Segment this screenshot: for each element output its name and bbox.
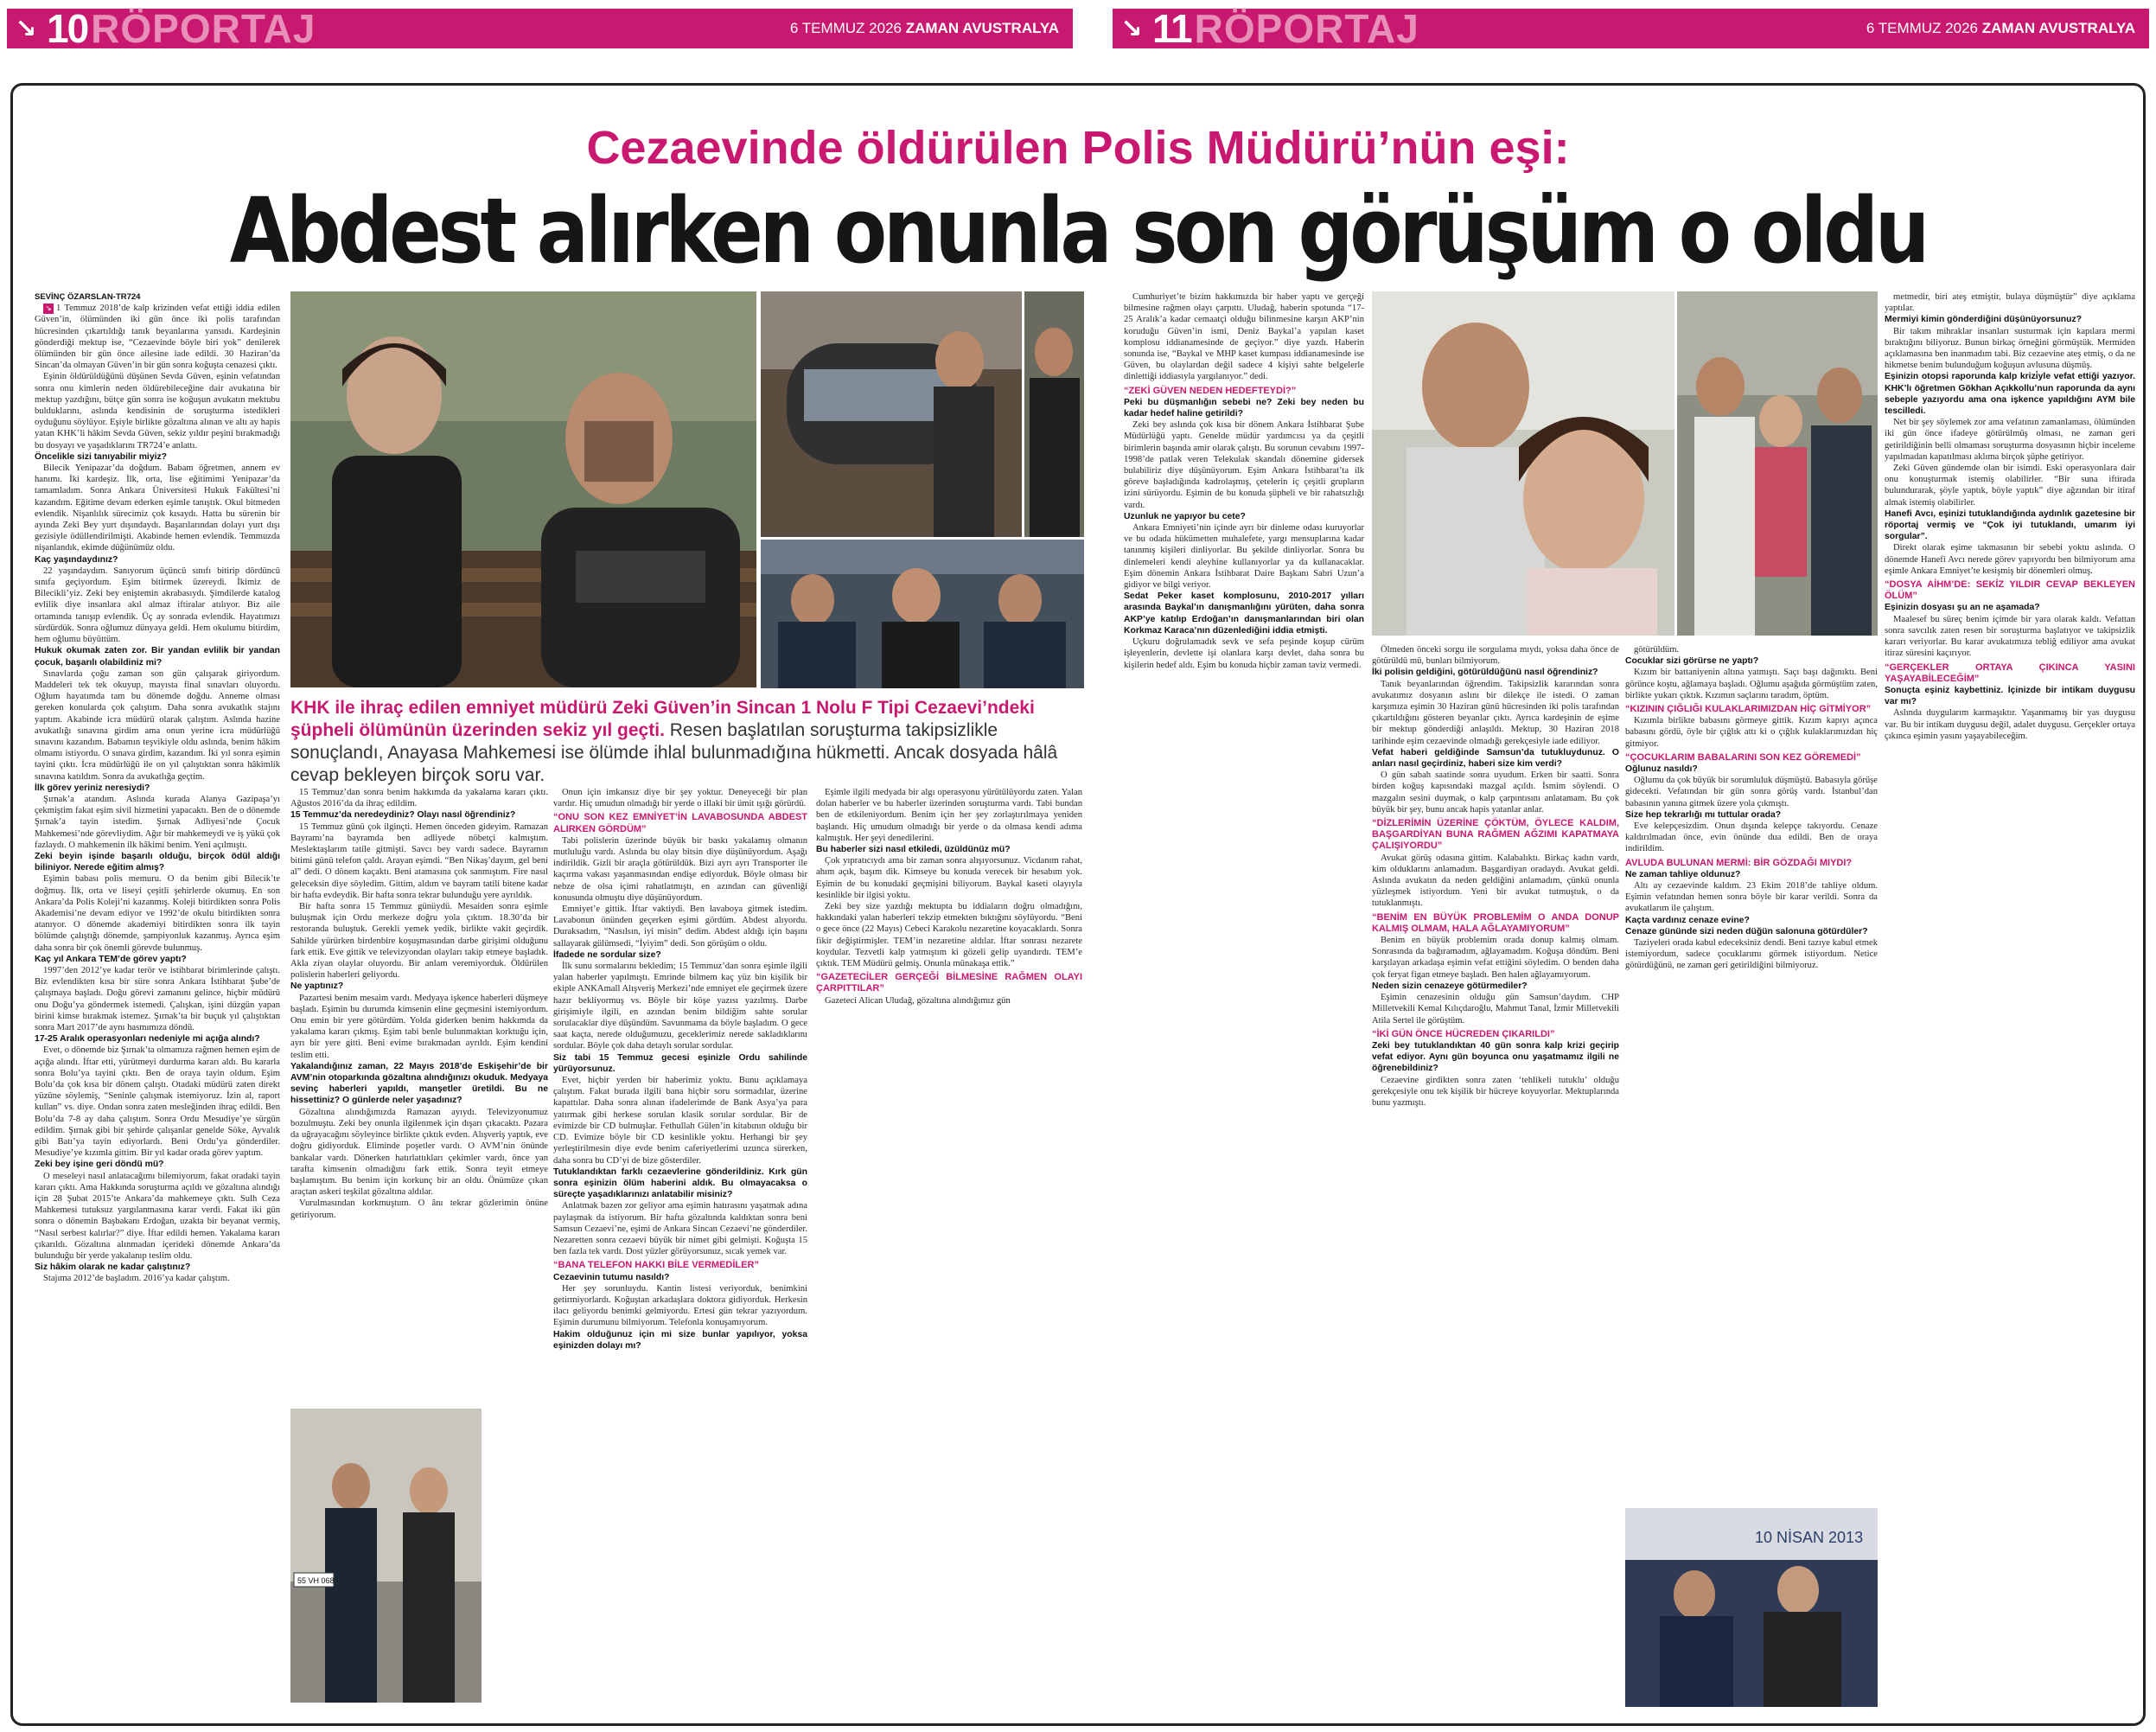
col3-q1: İfadede ne sordular size?	[553, 949, 661, 960]
column-1	[35, 291, 280, 1710]
col7-p7: Taziyeleri orada kabul edeceksiniz dendi. Beni tazıye kabul etmek istemiyordum, sadece çocuklarımı görmek istiyordum. Netice götürdüğünü, ne zaman geri getirildiğini bilmiyoruz.	[1625, 938, 1878, 971]
column-7	[1625, 644, 1878, 1500]
col2-p6: Vurulmasından korkmuştum. O ânı tekrar gözlerimin önüne getiriyorum.	[290, 1198, 548, 1220]
photo-family-group	[1677, 291, 1878, 636]
col3-p5: Evet, hiçbir yerden bir haberimiz yoktu. Bunu açıklamaya çalıştım. Fakat burada ilgili bana hiçbir soru sormadılar, üzerine kapattılar. Daha sonra alınan ifadelerimde de Bank Asya’ya para yatırmak gibi herkese sorulan klasik sorular sordular. Bir de evimizde bir CD bulmuşlar. Fethullah Gülen’in kitabının olduğu bir CD. Evimize böyle bir CD kesinlikle yoktu. Herhangi bir şey yerleştirilmesin diye evde benim caferiyetlerimi uzunca sürerken, daha sonra bu CD’yi de bize gösterdiler.	[553, 1076, 807, 1166]
column-4	[816, 787, 1082, 1707]
col1-q7: 17-25 Aralık operasyonları nedeniyle mi açığa alındı?	[35, 1034, 260, 1045]
right-page-number: 11	[1152, 6, 1191, 51]
article-headline: Abdest alırken onunla son görüşüm o oldu	[229, 178, 1927, 284]
col6-p6: Eşimin cenazesinin olduğu gün Samsun’daydım. CHP Milletvekili Kemal Kılıçdaroğlu, Mahmut Tanal, İzmir Milletvekili Atila Sertel ile görüştüm.	[1372, 993, 1619, 1026]
col2-p5: Gözaltına alındığımızda Ramazan ayıydı. Televizyonumuz bozulmuştu. Zeki bey onunla ilgilenmek için dışarı çıkacaktı. Pazara da uğrayacağını söyleyince birlikte çıktık evden. Alışveriş yaptık, eve doğru gidiyorduk. Eliminde poşetler vardı. O AVM’nin önünde bankalar vardı. Dönerken hatırlattıkları çekimler vardı, önce yan tarafta kimsenin olmadığını fark ettik. Sonra teyit etmeye başlamıştım. Bu benim için korkunç bir an oldu. Önümüze çıkan araçtan askeri teşkilat gözaltına aldılar.	[290, 1107, 548, 1198]
car-plate-text: 55 VH 068	[297, 1576, 335, 1585]
left-page-header-band	[7, 6, 1073, 51]
byline: SEVİNÇ ÖZARSLAN-TR724	[35, 292, 141, 302]
col5-q3: Sedat Peker kaset komplosunu, 2010-2017 yılları arasında Baykal’ın danışmanlığını yürüten, daha sonra AKP’ye katılıp Erdoğan’ın danışmanlarından biri olan Korkmaz Karaca’nın düzenlediğini iddia etmişti.	[1124, 591, 1364, 636]
col8-p2: Bir takım mihraklar insanları susturmak için kapılara mermi bıraktığını biliyoruz. Bunun birkaç örneğini görmüştük. Mermiden açıklamasına ben inanmadım tabi. Biz cezaevine ateş etmiş, o da ne hikmetse benim bulunduğum koğuşun avlusuna düşmüş.	[1885, 326, 2135, 371]
page-header	[0, 0, 2156, 59]
col8-p3: Net bir şey söylemek zor ama vefatının zamanlaması, ölümünden iki gün önce ifadeye götürülmüş olması, ne zaman geri getirildiğinin belli olmaması soruşturma dosyasının hiçbir inceleme yapılmadan kapatılması aklıma birçok şüphe getiriyor.	[1885, 418, 2135, 462]
col3-subhead-2: “BANA TELEFON HAKKI BİLE VERMEDİLER”	[553, 1260, 759, 1271]
col6-p1: Ölmeden önceki sorgu ile sorgulama mıydı, yoksa daha önce de götürüldü mü, bunları bilmiyorum.	[1372, 645, 1619, 667]
col8-q5: Sonuçta eşiniz kaybettiniz. İçinizde bir intikam duygusu var mı?	[1885, 685, 2135, 707]
col1-q8: Zeki bey işine geri döndü mü?	[35, 1160, 164, 1170]
photo-father-and-daughter	[1372, 291, 1674, 636]
col2-p2: 15 Temmuz günü çok ilginçti. Hemen önceden gideyim. Ramazan Bayramı’na bayramda ben adliyede nöbetçi kalmıştım. Meslektaşlarım tatile gitmişti. Savcı bey vardı sadece. Bayramın bitimi günü telefon çaldı. Arayan eşimdi. “Ben Nikaş’dayım, gel beni al” dedi. O dönem kaçaktı. Beni atamasına çok sanmıştım. Fire nasıl geleceksin diye söyledim. Gittim, aldım ve bayram tatili bitene kadar bir hafta evdeydik. Bir hafta sonra tekrar bulunduğu yere ayrıldık.	[290, 821, 548, 900]
article-kicker: Cezaevinde öldürülen Polis Müdürü’nün eşi:	[586, 122, 1570, 174]
col4-p1: Eşimle ilgili medyada bir algı operasyonu yürütülüyordu zaten. Yalan dolan haberler ve bu haberler üzerinden soruşturma vardı. Tabi bundan ben de etkileniyordum. Benim için her şey zorlaştırılmaya yeniden başlandı. Hiç umudum olmadığı bir yerde o da olmasa kendi adıma kalmıştık. Her şeyi denedilerini.	[816, 788, 1082, 843]
col1-p11: Stajıma 2012’de başladım. 2016’ya kadar çalıştım.	[43, 1274, 230, 1284]
caption-body: Resen başlatılan soruşturma takipsizlikle sonuçlandı, Anayasa Mahkemesi ise ölümde ihlal bulunmadığına hükmetti. Ancak dosyada hâlâ cevap bekleyen birçok soru var.	[290, 720, 1058, 785]
col1-p8: 1997’den 2012’ye kadar terör ve istihbarat birimlerinde çalıştı. Biz evlendikten kısa bir süre sonra Ankara İstihbarat Şube’de çalışmaya başladı. Doğu görevi zamanını gelince, hiçbir müdürü onu Doğu’ya göndermek istemedi. Çalışkan, işini düzgün yapan birini kimse bırakmak istemez. Şırnak’ta bir buçuk yıl çalıştıktan sonra Mart 2017’de aynı hasmımıza döndü.	[35, 965, 280, 1032]
col7-subhead-3: AVLUDA BULUNAN MERMİ: BİR GÖZDAĞI MIYDI?	[1625, 857, 1853, 868]
col8-subhead-1: “DOSYA AİHM’DE: SEKİZ YILDIR CEVAP BEKLEYEN ÖLÜM”	[1885, 579, 2135, 602]
col4-p2: Çok yıpratıcıydı ama bir zaman sonra alışıyorsunuz. Vicdanım rahat, ahım açık, başım dik. Kimseye bu konuda verecek bir hesabım yok. Eşimin de bu konudaki geçmişini biliyorum. Baykal kaseti olayıyla kesinlikle bir ilgisi yoktu.	[816, 856, 1082, 900]
col7-q2: Oğlunuz nasıldı?	[1625, 764, 1698, 775]
col7-p6: Altı ay cezaevinde kaldım. 23 Ekim 2018’de tahliye oldum. Eşimin vefatından hemen sonra böyle bir karar verildi. Sonra da avukatlarım ile çalıştım.	[1625, 881, 1878, 914]
left-date-line	[790, 20, 1059, 37]
col3-p3: Emniyet’e gittik. İftar vaktiydi. Ben lavaboya gitmek istedim. Lavabonun önünden geçerken eşimi gördüm. Abdest alıyordu. Duraksadım, “Nasılsın, iyi misin” dedim. Abdest aldığı için başını sallayarak gülümsedi, “İyiyim” dedi. Son görüşüm o oldu.	[553, 904, 807, 949]
col1-q6: Kaç yıl Ankara TEM’de görev yaptı?	[35, 954, 187, 964]
photo-police-walking	[290, 1409, 482, 1703]
col5-q2: Uzunluk ne yapıyor bu cete?	[1124, 511, 1246, 521]
col1-p2: Eşinin öldürüldüğünü düşünen Sevda Güven, eşinin vefatından sonra onu kimlerin neden öldürebileceğine dair avukatına bir mektup yazdığını, bütçe gün sonra ise koğuşun avukatın mektubu bulduklarını, aslında kendisinin de soruşturma istedikleri oyduğunu söylüyor. Eşiyle birlikte gözaltına alınan ve altı ay hapis yatan KHK’li hâkim Sevda Güven, sekiz yıldır peşini bırakmadığı bu dosyayı ve yaşadıklarını TR724’e anlattı.	[35, 372, 280, 451]
col6-q4: Zeki bey tutuklandıktan 40 gün sonra kalp krizi geçirip vefat ediyor. Aynı gün boyunca onu yaşatmamız ilgili ne öğrenebildiniz?	[1372, 1040, 1619, 1074]
col2-q1: 15 Temmuz’da neredeydiniz? Olayı nasıl öğrendiniz?	[290, 810, 516, 821]
col7-p3: Kızımla birlikte babasını görmeye gittik. Kızım kapıyı açınca babasını gördü, öyle bir çığlık attı ki o çığlık kulaklarımızdan hiç gitmiyor.	[1625, 716, 1878, 749]
col8-p4: Zeki Güven gündemde olan bir isimdi. Eski operasyonlara dair onu konuşturmak istemiş olabilirler. “Bir suna iftirada bulundurarak, şöyle yaptık, böyle yaptık” diye ağzından bir itiraf almak istemiş olabilirler.	[1885, 463, 2135, 508]
arrow-down-right-icon: ↘	[43, 304, 54, 314]
col5-p3: Ankara Emniyeti’nin içinde ayrı bir dinleme odası kuruyorlar ve bu odada hükümetten muhalefete, yargı mensuplarına kadar tanınmış kişileri dinliyorlar. Bu şekilde dinliyorlar. Sonra bu dinlemeleri kendi aleyhine kullanıyorlar ya da kullanacaklar. Eşim dönemin Ankara İstihbarat Daire Başkanı Sabri Uzun’a gidiyor ve bilgi veriyor.	[1124, 523, 1364, 591]
col1-p1	[35, 303, 280, 371]
col8-q1: Mermiyi kimin gönderdiğini düşünüyorsunuz?	[1885, 315, 2083, 325]
left-section-label: RÖPORTAJ	[91, 6, 316, 51]
col5-subhead-1: “ZEKİ GÜVEN NEDEN HEDEFTEYDİ?”	[1124, 385, 1297, 396]
col3-p6: Anlatmak bazen zor geliyor ama eşimin hatırasını yaşatmak adına paylaşmak da istiyorum. Bir hafta gözaltında kaldıktan sonra beni Samsun Cezaevi’ne, eşimi de Ankara Sincan Cezaevi’ne gönderdiler. Nezaretten sonra cezaevi büyük bir nimet gibi gelmişti. Koğuşta 15 ben fazla tek vardı. Dost yüzler görüyorsunuz, sıcak yemek var.	[553, 1201, 807, 1257]
column-6	[1372, 644, 1619, 1707]
photo-man-in-black-tshirt	[1024, 291, 1084, 537]
col8-q4: Eşinizin dosyası şu an ne aşamada?	[1885, 603, 2040, 613]
col1-q1: Öncelikle sizi tanıyabilir miyiz?	[35, 451, 168, 462]
right-date: 6 TEMMUZ 2026	[1866, 20, 1978, 36]
col7-p2: Kızım bir battaniyenin altına yatmıştı. Saçı başı dağınıktı. Beni görünce koştu, ağlamaya başladı. Oğlumu aşağıda görmüştüm zaten, birlikte yukarı çıktık. Kızımın saçlarını taradım, öptüm.	[1625, 668, 1878, 700]
col1-p5: Sınavlarda çoğu zaman son gün çalışarak giriyordum. Maddeleri tek tek okuyup, mayısta final sınavları oluyordu. Oğlum hayatımda tam bu dönemde doğdu. Anneme olması gereken konularda çok çalıştım. Daha sonra avukatlık stajını yaptım. Akabinde icra müdürü olarak çalıştım. Aslında hazine avukatlığı sınavına girdim ama onun yerine icra müdürlüğü sınavını kazandım. Babamın teşvikiyle oldu aslında, benim hâkim olmamı istiyordu. O sınava girdim, kazandım. İki yıl sonra eşimin tayini çıktı. İcra müdürlüğü ile on yıl çalıştıktan sonra hâkimlik sınavına katıldım. Sonra da avukatlığa geçtim.	[35, 668, 280, 782]
col3-p1: Onun için imkansız diye bir şey yoktur. Deneyeceği bir plan vardır. Hiç umudun olmadığı bir yerde o illaki bir ümit ışığı görürdü.	[553, 788, 807, 809]
col1-q9: Siz hâkim olarak ne kadar çalıştınız?	[35, 1262, 191, 1273]
col1-p9: Evet, o dönemde biz Şırnak’ta olmamıza rağmen hemen eşim de açığa alındı. İftar etti, yürütmeyi durdurma kararı aldı. Bu kararla sonra Bolu’ya tayini çıktı. Ben de oraya tayin oldum. Eşim Bolu’da çok kısa bir dönem çalıştı. Otadaki müdürü zaten direkt yüzüne söylemiş, “Seninle çalışmak istemiyoruz. İzin al, raport kullan” vs. diye. Ondan sonra zaten mesleğinden ihraç edildi. Ben Bolu’da 7-8 ay daha çalıştım. Sonra Ordu Mesudiye’ye sürgün edildim. Şırnak gibi bir şehirde çalışanlar genelde Söke, Ayvalık gibi Batı’ya tayin ediyorlardı. Beni Ordu’ya gönderdiler. Mesudiye’ye kızımla gittim. Bir yıl kadar orada görev yaptım.	[35, 1045, 280, 1159]
col5-p4: Uçkuru doğrulamadık sevk ve sefa peşinde koşup cürüm işleyenlerin, devlette işi olanlara karşı devlet, daha sonra bu kişilerin hedef aldı. Eşim bu konuda hiçbir zaman taviz vermedi.	[1124, 637, 1364, 670]
ceremony-banner-text: 10 NİSAN 2013	[1755, 1529, 1864, 1546]
right-paper-name: ZAMAN AVUSTRALYA	[1981, 20, 2135, 36]
col1-p4: 22 yaşındaydım. Sanıyorum üçüncü sınıfı bitirip dördüncü sınıfa geçiyordum. Eşim bitirmek üzereydi. İkimiz de Bilecikli’yiz. Zeki bey eniştemin akrabasıydı. Şimdilerde katalog evlilik diye insanlara akıl almaz iftiralar atılıyor. Biz aile ortamında tanışıp evlendik. Üç ay sonrada evlendik. Hayatımızı sürdürdük. Sonra oğlumuz dünyaya geldi. Hem okulumu bitirdim, hem oğlumu büyüttüm.	[35, 566, 280, 645]
column-5	[1124, 291, 1364, 1707]
col4-p4: Gazeteci Alican Uludağ, gözaltına alındığımız gün	[825, 995, 1011, 1006]
col7-q5: Kaçta vardınız cenaze evine?	[1625, 915, 1750, 925]
col1-p3: Bilecik Yenipazar’da doğdum. Babam öğretmen, annem ev hanımı. İki kardeşiz. İlk, orta, lise eğitimimi Yenipazar’da tamamladım. Sonra Ankara Üniversitesi Hukuk Fakültesi’ni kazandım. Eğitime devam ederken eşimle tanıştık. Okul bitmeden evlendik. Nişanlılık sürecimiz çok kısaydı. Hatta bu sürenin bir ayında Zeki Bey yurt dışındaydı. Başarılarından dolayı yurt dışı gezisiyle ödüllendirilmişti. Akabinde hemen evlendik. Temmuzda nişanlandık, ekimde düğünümüz oldu.	[35, 463, 280, 553]
right-date-line	[1866, 20, 2135, 37]
col7-subhead-1: “KIZININ ÇIĞLIĞI KULAKLARIMIZDAN HİÇ GİTMİYOR”	[1625, 704, 1872, 715]
col3-p4: İlk sunu sormalarını bekledim; 15 Temmuz’dan sonra eşimle ilgili yalan haberler yapılmıştı. Emrinde bilmem kaç yüz bin kişilik bir ekiple ANKAmall Alışveriş Merkezi’nde emniyet ele geçirmek üzere hazır bekliyormuş vs. Böyle bir köşe yazısı yazılmış. Darbe girişimiyle ilgili, en azından benim bildiğim sahte sorular sorulacaklar diye düşündüm. Savunmama da böyle başladım. O gece saat kaçta, nerede olduğumuzu, geceklerimiz nerede sakladıklarını sordular. Böyle çok daha detaylı sorular sordular.	[553, 962, 807, 1051]
col2-q2: Ne yaptınız?	[290, 981, 344, 992]
col6-p7: Cezaevine girdikten sonra zaten ‘tehlikeli tutuklu’ olduğu gerekçesiyle onu tek kişilik bir hücreye koyuyorlar. Mektuplarında bunu yazmıştı.	[1372, 1075, 1619, 1108]
col1-q5: Zeki beyin işinde başarılı olduğu, birçok ödül aldığı biliniyor. Nerede eğitim almış?	[35, 851, 280, 873]
col7-q3: Size hep tekrarlığı mı tuttular orada?	[1625, 809, 1782, 820]
col1-p1-text: 1 Temmuz 2018’de kalp krizinden vefat ettiği iddia edilen Güven’in, ölümünden iki gün önce iki polis tarafından hücresinden çıkartıldığı tanık beyanlarına yansıdı. Kardeşinin gönderdiği mektup ise, “Cezaevinde böyle biri yok” denilerek ölümünden bir gün önce ailesine iade edildi. 30 Haziran’da Sincan’da olmayan Güven’in bir gün sonra koğuşta cenazesi çıktı.	[35, 304, 280, 371]
col6-p3: O gün sabah saatinde sonra uyudum. Erken bir saatti. Sonra birden koğuş kapısındaki mazgal açıldı. İsmim söylendi. O mazgalın sesini duymak, o kalp çarpıntısını anlatamam. Bu çok büyük bir şey, bunu ancak hapis yatanlar anlar.	[1372, 770, 1619, 815]
col7-q6: Cenaze gününde sizi neden düğün salonuna götürdüler?	[1625, 926, 1868, 936]
col3-q2: Siz tabi 15 Temmuz gecesi eşinizle Ordu sahilinde yürüyorsunuz.	[553, 1052, 807, 1074]
col1-p6: Şırnak’a atandım. Aslında kurada Alanya Gazipaşa’yı çekmiştim fakat eşim sivil hizmetini yapacaktı. Ben de o dönemde Şırnak’a tayin istedim. Şırnak Adliyesi’nde Çocuk Mahkemesi’nde görevliydim. Ağır bir mahkemeydi ve iş yükü çok fazlaydı. O mahkemenin ilk hâkimi benim. Yeni açılmıştı.	[35, 794, 280, 850]
col7-subhead-2: “ÇOCUKLARIM BABALARINI SON KEZ GÖREMEDİ”	[1625, 751, 1861, 763]
col8-p7: Aslında duygularım karmaşıktır. Yaşanmamış bir yas duygusu var. Bu bir intikam duygusu değil, adalet duygusu. Gerçekler ortaya çıkınca eşimin yasını yaşayabileceğim.	[1885, 708, 2135, 741]
col7-p5: Eve kelepçesizdim. Onun dışında kelepçe takıyordu. Cenaze kaldırılmadan önce, evin önünde dua edildi. Ben de oraya indirildim.	[1625, 821, 1878, 854]
col1-q4: İlk görev yeriniz neresiydi?	[35, 783, 150, 793]
col6-p5: Benim en büyük problemim orada donup kalmış olmam. Sonrasında da bağıramadım, ağlayamadım. Koğuşa döndüm. Beni karşılayan arkadaşa eşimin vefat ettiğini söyledim. O benden daha çok feryat figan etmeye başladı. Ben halen ağlayamıyorum.	[1372, 936, 1619, 980]
col8-q2: Eşinizin otopsi raporunda kalp krizi̇yle vefat ettiği yazıyor. KHK’lı öğretmen Gökhan Açıkkollu’nun raporunda da aynı sebeple yazıyordu ama ona işkence yapıldığını AYM bile tescilledi.	[1885, 372, 2135, 417]
col3-subhead-1: “ONU SON KEZ EMNİYET’İN LAVABOSUNDA ABDEST ALIRKEN GÖRDÜM”	[553, 812, 807, 834]
col3-q4: Cezaevinin tutumu nasıldı?	[553, 1272, 670, 1282]
col8-subhead-2: “GERÇEKLER ORTAYA ÇIKINCA YASINI YAŞAYABİLECEĞİM”	[1885, 661, 2135, 684]
col3-q3: Tutuklandıktan farklı cezaevlerine gönderildiniz. Kırk gün sonra eşinizin ölüm haberini aldık. Bu olmayacaksa o süreçte yaşadıklarınızı anlatabilir misiniz?	[553, 1166, 807, 1200]
col2-p4: Pazartesi benim mesaim vardı. Medyaya işkence haberleri düşmeye başladı. Eşimin bu durumda kimsenin eline geçmesini istemiyordum. Onu emin bir yere götürdüm. Yolda giderken benim hakkımda da yakalama kararı çıkmış. Eşim tabi benle bulunmaktan korktuğu için, ayrı bir yere gitti. Beni evime bırakmadan ayrıldı. Eşim kendini teslim etti.	[290, 993, 548, 1060]
col2-p3: Bir hafta sonra 15 Temmuz günüydü. Mesaiden sonra eşimle buluşmak için Ordu merkeze doğru yola çıktım. 18.30’da bir restoranda buluştuk. Gerekli yemek yedik, birlikte vakit geçirdik. Sahilde yürürken birdenbire koşuşmasından darbe girişimi olduğunu fark ettik. Eve gittik ve televizyondan olayları takip etmeye başladık. Akla ziyan olaylar oluyordu. Bir anlam veremiyorduk. Öldürülen polislerin haberleri geliyordu.	[290, 902, 548, 981]
col2-q3: Yakalandığınız zaman, 22 Mayıs 2018’de Eskişehir’de bir AVM’nin otoparkında gözaltına alındığınızı okuduk. Medyaya sevinç haberleri yapıldı, manşetler üretildi. Bu ne hissettiniz? O günlerde neler yaşadınız?	[290, 1061, 548, 1106]
col8-p1: metmedir, biri ateş etmiştir, bulaya düşmüştür” diye açıklama yaptılar.	[1885, 292, 2135, 314]
col6-subhead-1: “DİZLERİMİN ÜZERİNE ÇÖKTÜM, ÖYLECE KALDIM, BAŞGARDİYAN BUNA RAĞMEN AĞZIMI KAPATMAYA ÇALIŞIYORDU”	[1372, 818, 1619, 852]
caption-highlight: KHK ile ihraç edilen emniyet müdürü Zeki Güven’in Sincan 1 Nolu F Tipi Cezaevi’ndeki şüpheli ölümünün üzerinden sekiz yıl geçti.	[290, 698, 1035, 740]
right-page-header-band	[1113, 6, 2149, 51]
col7-p4: Oğlumu da çok büyük bir sorumluluk düşmüştü. Babasıyla görüşe gidecekti. Vefatından bir gün sonra görüş vardı. İstanbul’dan babasının yanına gitmek üzere yola çıkmıştı.	[1625, 776, 1878, 808]
col5-p1: Cumhuriyet’te bizim hakkımızda bir haber yaptı ve gerçeği bilmesine rağmen olayı çarpıttı. Uludağ, haberin spotunda “17-25 Aralık’a kadar cemaatçi olduğu bilinmesine karşın AKP’nin koruduğu Güven’in ismi, Deniz Baykal’a yapılan kaset komplosu iddianamesinde de geçiyor.” diye yazdı. Haberin sonunda ise, “Baykal ve MHP kaset kumpası iddianamesinde ise Güven, bu olaylardan değil sadece 4 kişiyi sahte belgelerle dinlettiği iddiasıyla yargılanıyor.” dedi.	[1124, 292, 1364, 382]
col6-q2: Vefat haberi geldiğinde Samsun’da tutukluydunuz. O anları nasıl geçirdiniz, haberi size kim verdi?	[1372, 747, 1619, 770]
photo-ceremony	[1625, 1508, 1878, 1707]
col5-q1: Peki bu düşmanlığın sebebi ne? Zeki bey neden bu kadar hedef haline getirildi?	[1124, 397, 1364, 419]
col4-p3: Zeki bey size yazdığı mektupta bu iddiaların doğru olmadığını, hakkındaki yalan haberleri tekzip etmekten bıktığını söylüyordu. “Beni o gece önce (22 Mayıs) Cebeci Karakolu nezaretine koyacaklardı. Sonra fikir değiştirmişler. TEM’in nezaretine aldılar. İftar sonrası nezarete koydular. Tezvetli kalp yatmıştım ki gözeli gelip uyandırdı. TEM’e çıktık. TEM Müdürü gelmiş. Onunla münakaşa ettik.”	[816, 902, 1082, 969]
photo-caption	[290, 697, 1084, 787]
col2-p1: 15 Temmuz’dan sonra benim hakkımda da yakalama kararı çıktı. Ağustos 2016’da da ihraç edildim.	[290, 788, 548, 809]
arrow-down-right-icon: ↘	[15, 13, 37, 44]
column-3	[553, 787, 807, 1707]
left-page-number: 10	[47, 6, 88, 51]
col7-q4: Ne zaman tahliye oldunuz?	[1625, 869, 1741, 879]
col8-p6: Maalesef bu süreç benim içimde bir yara olarak kaldı. Vefattan sonra savcılık zaten resen bir soruşturma başlatıyor ve takipsizlik kararı veriyorlar. Bu karar avukatımıza tebliğ ediliyor ama avukat itiraz süresini kaçırıyor.	[1885, 614, 2135, 659]
col7-q1: Cocuklar sizi görürse ne yaptı?	[1625, 656, 1759, 667]
col3-p7: Her şey sorunluydu. Kantin listesi veriyorduk, benimkini getirmiyorlardı. Koğuştan arkadaşlara doktora gidiyorduk. Herkesin ilacı geliyordu benimki gelmiyordu. Ertesi gün tekrar yazıyordum. Eşimin durumunu bilmiyorum. Telefonla konuşamıyorum.	[553, 1283, 807, 1328]
right-section-label: RÖPORTAJ	[1194, 6, 1419, 51]
col4-subhead-1: “GAZETECİLER GERÇEĞİ BİLMESİNE RAĞMEN OLAYI ÇARPITTILAR”	[816, 972, 1082, 994]
column-8	[1885, 291, 2135, 1707]
col1-q2: Kaç yaşındaydınız?	[35, 554, 118, 565]
col1-q3: Hukuk okumak zaten zor. Bir yandan evlilik bir yandan çocuk, başarılı olabildiniz mi?	[35, 646, 280, 668]
col6-p4: Avukat görüş odasına gittim. Kalabalıktı. Birkaç kadın vardı, kim olduklarını anlamadım. Başgardiyan oradaydı. Avukat geldi. Aslında avukatın da neden geldiğini anlamadım, çünkü onunla yüzleşmek istiyordum. Yeni bir avukat tutmuştuk, o da tutuklanmıştı.	[1372, 853, 1619, 909]
col6-q1: İki polisin geldiğini, götürüldüğünü nasıl öğrendiniz?	[1372, 668, 1598, 678]
col8-q3: Hanefi Avcı, eşinizi tutuklandığında aydınlık gazetesine bir röportaj vermiş ve “Çok iyi tutuklandı, umarım iyi sorgular”.	[1885, 508, 2135, 542]
col8-p5: Direkt olarak eşime takmasının bir sebebi yoktu aslında. O dönemde Hanefi Avcı nerede görev yapıyordu ben bilmiyorum ama eşimle Ankara Emniyet’te kesişmiş bir dönemleri olmuş.	[1885, 543, 2135, 576]
col5-p2: Zeki bey aslında çok kısa bir dönem Ankara İstihbarat Şube Müdürlüğü yaptı. Genelde müdür yardımcısı ya da çeşitli birimlerin başında amir olarak çalıştı. Bu sorunun cevabını 1997-1998’de patlak veren Telekulak skandalı dönemine gidersek bulabiliriz diye düşünüyorum. Eşim Ankara İstihbarat’ta ilk göreve başladığında kadrolaşmış, çetelerin iç çeşitli grupların izini sürüyordu. Eşimin de bu konuda şüpheli ve bir rahatsızlığı vardı.	[1124, 420, 1364, 510]
col3-p2: Tabi polislerin üzerinde büyük bir baskı yakalamış olmanın mutluluğu vardı. Aslında bu olay bitsin diye düşünüyordum. Aşağı indirildik. Gizli bir araçla götürüldük. Bizi ayrı ayrı Transporter ile kaçırma vakası yaşanmasından endişe ediyorduk. Böyle olması bir nebze de olsa içimi rahatlatmıştı, en azından can güvenliği konusunda olmuştu diye düşünüyordum.	[553, 835, 807, 903]
left-date: 6 TEMMUZ 2026	[789, 20, 902, 36]
col6-p2: Tanık beyanlarından öğrendim. Takipsizlik kararından sonra avukatımız dosyanın aslını bir dilekçe ile istedi. O zaman karşımıza eşimin 30 Haziran günü hücresinden iki polis tarafından çıkartıldığını gösteren beyanlar çıktı. Ayrıca kardeşinin de eşime bir mektup gönderdiği anlaşıldı. Mektup, 30 Haziran 2018 tarihinde eşim cezaevinde olmadığı gerekçesiyle iade ediliyor.	[1372, 679, 1619, 746]
col3-q5: Hakim olduğunuz için mi size bunlar yapılıyor, yoksa eşinizden dolayı mı?	[553, 1329, 807, 1351]
left-paper-name: ZAMAN AVUSTRALYA	[905, 20, 1059, 36]
col6-q3: Neden sizin cenazeye götürmediler?	[1372, 981, 1528, 991]
photo-police-escort	[761, 540, 1084, 688]
main-photo-seated-couple	[290, 291, 756, 687]
arrow-down-right-icon: ↘	[1120, 13, 1143, 44]
col4-q1: Bu haberler sizi nasıl etkiledi, üzüldünüz mü?	[816, 845, 1011, 855]
col6-subhead-2: “BENİM EN BÜYÜK PROBLEMİM O ANDA DONUP KALMIŞ OLMAM, HALA AĞLAYAMIYORUM”	[1372, 911, 1619, 934]
col7-p1: götürüldüm.	[1634, 645, 1680, 655]
col1-p10: O meseleyi nasıl anlatacağımı bilemiyorum, fakat oradaki tayin kararı çıktı. Ama Hakkında soruşturma açıldı ve gözaltına alındığı için 28 Şubat 2015’te Ankara’da mahkemeye çıktı. Sulh Ceza Mahkemesi tutuksuz yargılanmasına karar verdi. Fakat iki gün sonra o dönemin Başbakanı Erdoğan, uzakta bir beyanat vermiş, “Nasıl serbest kalırlar?” diye. İftar edildi hemen. Yakalama kararı çıkarıldı. Gözaltına alınmadan içerideki dönemde Ankara’da bulunduğu bir yerde yakalanıp teslim oldu.	[35, 1171, 280, 1262]
col6-subhead-3: “İKİ GÜN ÖNCE HÜCREDEN ÇIKARILDI”	[1372, 1028, 1555, 1039]
photo-man-near-car	[761, 291, 1022, 537]
col1-p7: Eşimin babası polis memuru. O da benim gibi Bilecik’te doğmuş. İlk, orta ve liseyi çeşitli şehirlerde okumuş. En son Ankara’da Polis Koleji’ni kazanmış. Koleji bitirdikten sonra Polis Akademisi’ne devam ediyor ve 1992’de okulu bitirdikten sonra atanıyor. O dönemde akademiyi bitirdikten sonra ilk tayin bölümde çalıştığı dönemde, şampiyonluk kazanmış. Ayrıca eşim daha sonra bir çok önemli görevde bulunmuş.	[35, 874, 280, 953]
column-2	[290, 787, 548, 1403]
